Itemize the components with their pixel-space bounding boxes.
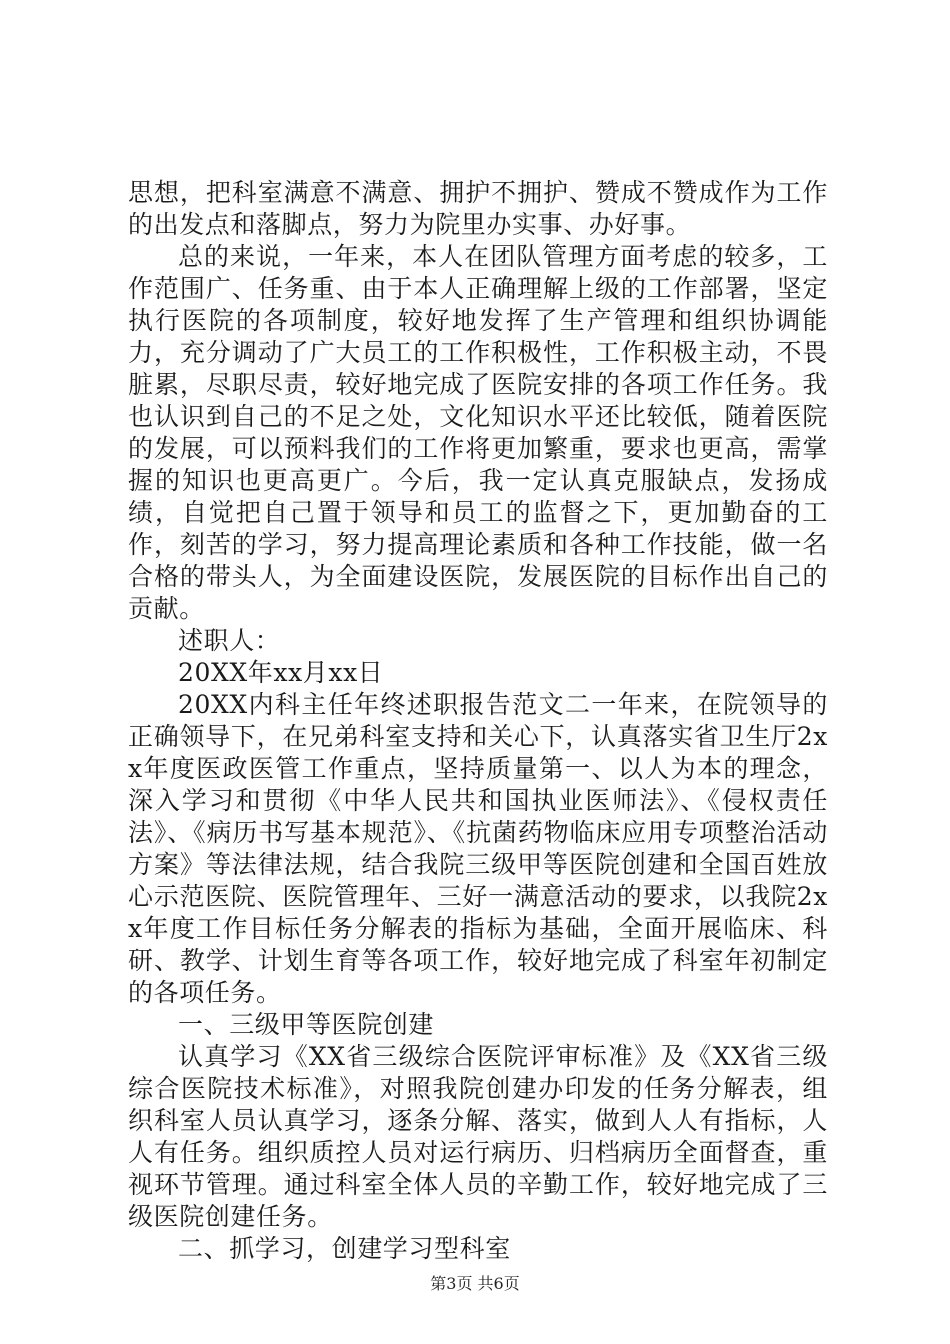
signature-label: 述职人： (178, 626, 281, 655)
paragraph: 思想，把科室满意不满意、拥护不拥护、赞成不赞成作为工作的出发点和落脚点，努力为院里办实事、办好事。 (128, 178, 828, 239)
paragraph: 认真学习《XX省三级综合医院评审标准》及《XX省三级综合医院技术标准》，对照我院创建办印发的任务分解表，组织科室人员认真学习，逐条分解、落实，做到人人有指标，人人有任务。组织质控人员对运行病历、归档病历全面督查，重视环节管理。通过科室全体人员的辛勤工作，较好地完成了三级医院创建任务。 (128, 1042, 828, 1231)
section-heading: 二、抓学习，创建学习型科室 (178, 1234, 511, 1263)
section-heading: 一、三级甲等医院创建 (178, 1010, 435, 1039)
document-body (128, 177, 828, 1265)
paragraph: 总的来说，一年来，本人在团队管理方面考虑的较多，工作范围广、任务重、由于本人正确理解上级的工作部署，坚定执行医院的各项制度，较好地发挥了生产管理和组织协调能力，充分调动了广大员工的工作积极性，工作积极主动，不畏脏累，尽职尽责，较好地完成了医院安排的各项工作任务。我也认识到自己的不足之处，文化知识水平还比较低，随着医院的发展，可以预料我们的工作将更加繁重，要求也更高，需掌握的知识也更高更广。今后，我一定认真克服缺点，发扬成绩，自觉把自己置于领导和员工的监督之下，更加勤奋的工作，刻苦的学习，努力提高理论素质和各种工作技能，做一名合格的带头人，为全面建设医院，发展医院的目标作出自己的贡献。 (128, 242, 828, 623)
page-number-footer: 第3页 共6页 (430, 1274, 520, 1293)
paragraph: 20XX内科主任年终述职报告范文二一年来，在院领导的正确领导下，在兄弟科室支持和关心下，认真落实省卫生厅2xx年度医政医管工作重点，坚持质量第一、以人为本的理念，深入学习和贯彻《中华人民共和国执业医师法》、《侵权责任法》、《病历书写基本规范》、《抗菌药物临床应用专项整治活动方案》等法律法规，结合我院三级甲等医院创建和全国百姓放心示范医院、医院管理年、三好一满意活动的要求，以我院2xx年度工作目标任务分解表的指标为基础，全面开展临床、科研、教学、计划生育等各项工作，较好地完成了科室年初制定的各项任务。 (128, 690, 828, 1007)
date-line: 20XX年xx月xx日 (178, 658, 384, 687)
